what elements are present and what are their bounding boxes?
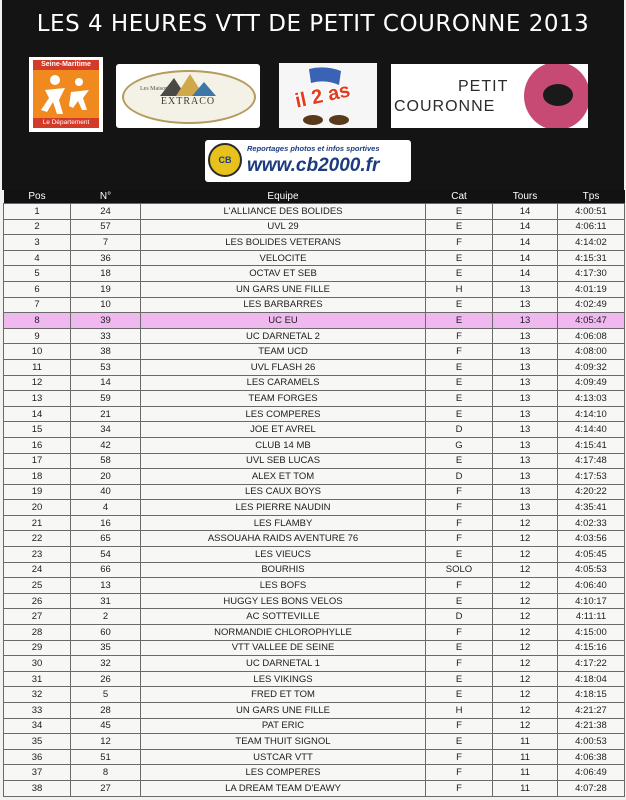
cell-number: 53 xyxy=(71,359,141,375)
cell-pos: 27 xyxy=(4,609,71,625)
table-row xyxy=(4,609,625,625)
cell-category: F xyxy=(426,500,493,516)
cell-team: UC DARNETAL 2 xyxy=(141,328,426,344)
cell-team: LES VIEUCS xyxy=(141,547,426,563)
cell-pos: 18 xyxy=(4,469,71,485)
table-row xyxy=(4,406,625,422)
cell-team: TEAM THUIT SIGNOL xyxy=(141,734,426,750)
cell-pos: 5 xyxy=(4,266,71,282)
cell-pos: 22 xyxy=(4,531,71,547)
cell-time: 4:21:38 xyxy=(558,718,625,734)
cell-team: UC DARNETAL 1 xyxy=(141,656,426,672)
cell-laps: 13 xyxy=(493,391,558,407)
cell-number: 8 xyxy=(71,765,141,781)
cell-number: 35 xyxy=(71,640,141,656)
cell-laps: 13 xyxy=(493,328,558,344)
il2as-logo xyxy=(279,63,377,128)
cell-laps: 13 xyxy=(493,344,558,360)
cell-number: 57 xyxy=(71,219,141,235)
table-row xyxy=(4,578,625,594)
cell-category: E xyxy=(426,547,493,563)
seine-maritime-figures xyxy=(33,70,99,118)
cell-team: CLUB 14 MB xyxy=(141,437,426,453)
cb2000-url: www.cb2000.fr xyxy=(247,155,380,176)
cell-team: UN GARS UNE FILLE xyxy=(141,281,426,297)
cell-time: 4:21:27 xyxy=(558,703,625,719)
cell-time: 4:06:38 xyxy=(558,749,625,765)
cell-category: E xyxy=(426,266,493,282)
cell-time: 4:03:56 xyxy=(558,531,625,547)
results-table xyxy=(3,190,625,797)
header-category: Cat xyxy=(426,190,493,204)
cell-number: 36 xyxy=(71,250,141,266)
table-row xyxy=(4,484,625,500)
cell-number: 4 xyxy=(71,500,141,516)
table-row xyxy=(4,718,625,734)
extraco-logo xyxy=(116,64,260,128)
cell-pos: 20 xyxy=(4,500,71,516)
cell-pos: 38 xyxy=(4,780,71,796)
cell-time: 4:02:33 xyxy=(558,515,625,531)
cell-time: 4:06:49 xyxy=(558,765,625,781)
cell-time: 4:01:19 xyxy=(558,281,625,297)
couronne-label: COURONNE xyxy=(394,98,496,115)
cell-laps: 14 xyxy=(493,250,558,266)
cell-laps: 13 xyxy=(493,406,558,422)
table-row xyxy=(4,625,625,641)
cell-number: 5 xyxy=(71,687,141,703)
cell-time: 4:10:17 xyxy=(558,593,625,609)
cell-team: USTCAR VTT xyxy=(141,749,426,765)
mountain-icon xyxy=(160,74,216,96)
cell-team: LES FLAMBY xyxy=(141,515,426,531)
table-row xyxy=(4,328,625,344)
table-row xyxy=(4,671,625,687)
cell-number: 24 xyxy=(71,204,141,220)
cell-laps: 11 xyxy=(493,765,558,781)
cell-time: 4:15:00 xyxy=(558,625,625,641)
cell-time: 4:05:53 xyxy=(558,562,625,578)
table-row xyxy=(4,219,625,235)
cell-number: 16 xyxy=(71,515,141,531)
cell-pos: 36 xyxy=(4,749,71,765)
cell-category: F xyxy=(426,656,493,672)
cell-number: 10 xyxy=(71,297,141,313)
cell-laps: 12 xyxy=(493,515,558,531)
cell-pos: 32 xyxy=(4,687,71,703)
cell-number: 12 xyxy=(71,734,141,750)
cell-laps: 13 xyxy=(493,437,558,453)
cell-number: 33 xyxy=(71,328,141,344)
cb2000-badge: CB xyxy=(208,143,242,177)
petit-label: PETIT xyxy=(458,78,509,95)
cell-number: 26 xyxy=(71,671,141,687)
cell-pos: 9 xyxy=(4,328,71,344)
cell-team: UN GARS UNE FILLE xyxy=(141,703,426,719)
cell-number: 40 xyxy=(71,484,141,500)
cell-pos: 17 xyxy=(4,453,71,469)
cell-category: H xyxy=(426,703,493,719)
header-pos: Pos xyxy=(4,190,71,204)
table-row xyxy=(4,375,625,391)
cell-team: BOURHIS xyxy=(141,562,426,578)
cell-category: D xyxy=(426,609,493,625)
table-row xyxy=(4,749,625,765)
cell-category: SOLO xyxy=(426,562,493,578)
header-team: Equipe xyxy=(141,190,426,204)
header-number: N° xyxy=(71,190,141,204)
cell-number: 14 xyxy=(71,375,141,391)
table-row xyxy=(4,500,625,516)
table-row xyxy=(4,593,625,609)
cell-laps: 13 xyxy=(493,359,558,375)
cell-laps: 12 xyxy=(493,578,558,594)
cell-laps: 13 xyxy=(493,469,558,485)
cell-time: 4:35:41 xyxy=(558,500,625,516)
cell-team: TEAM UCD xyxy=(141,344,426,360)
cell-time: 4:06:08 xyxy=(558,328,625,344)
cell-laps: 13 xyxy=(493,313,558,329)
cell-category: E xyxy=(426,671,493,687)
table-row xyxy=(4,780,625,796)
cell-time: 4:20:22 xyxy=(558,484,625,500)
cell-time: 4:02:49 xyxy=(558,297,625,313)
cell-pos: 29 xyxy=(4,640,71,656)
table-row xyxy=(4,562,625,578)
cell-category: D xyxy=(426,469,493,485)
extraco-subtitle: Les Maisons xyxy=(140,86,171,92)
cell-number: 13 xyxy=(71,578,141,594)
cell-pos: 8 xyxy=(4,313,71,329)
seine-maritime-label: Seine-Maritime xyxy=(33,60,99,70)
cell-time: 4:15:16 xyxy=(558,640,625,656)
cell-pos: 19 xyxy=(4,484,71,500)
cell-category: F xyxy=(426,718,493,734)
table-row xyxy=(4,547,625,563)
cell-number: 58 xyxy=(71,453,141,469)
cell-pos: 37 xyxy=(4,765,71,781)
table-row xyxy=(4,453,625,469)
cell-time: 4:14:10 xyxy=(558,406,625,422)
cell-laps: 13 xyxy=(493,297,558,313)
page-title: LES 4 HEURES VTT DE PETIT COURONNE 2013 xyxy=(36,11,590,37)
cell-laps: 14 xyxy=(493,266,558,282)
cell-team: LES CARAMELS xyxy=(141,375,426,391)
cell-team: HUGGY LES BONS VELOS xyxy=(141,593,426,609)
header-time: Tps xyxy=(558,190,625,204)
petit-couronne-logo xyxy=(391,64,588,128)
cell-number: 51 xyxy=(71,749,141,765)
cell-number: 2 xyxy=(71,609,141,625)
cell-team: LES VIKINGS xyxy=(141,671,426,687)
cell-team: VELOCITE xyxy=(141,250,426,266)
cell-team: AC SOTTEVILLE xyxy=(141,609,426,625)
cell-time: 4:18:15 xyxy=(558,687,625,703)
cell-pos: 21 xyxy=(4,515,71,531)
cell-laps: 12 xyxy=(493,703,558,719)
cell-time: 4:15:41 xyxy=(558,437,625,453)
cell-number: 32 xyxy=(71,656,141,672)
cell-laps: 12 xyxy=(493,687,558,703)
cell-category: E xyxy=(426,453,493,469)
cell-laps: 13 xyxy=(493,484,558,500)
cell-laps: 12 xyxy=(493,531,558,547)
cell-category: D xyxy=(426,422,493,438)
cell-pos: 25 xyxy=(4,578,71,594)
cell-team: UVL SEB LUCAS xyxy=(141,453,426,469)
table-row xyxy=(4,469,625,485)
cell-pos: 3 xyxy=(4,235,71,251)
cell-pos: 13 xyxy=(4,391,71,407)
cell-category: E xyxy=(426,250,493,266)
table-row xyxy=(4,734,625,750)
cell-pos: 30 xyxy=(4,656,71,672)
results-body xyxy=(4,204,625,797)
petit-couronne-circle xyxy=(524,64,588,128)
cell-number: 65 xyxy=(71,531,141,547)
cell-time: 4:00:51 xyxy=(558,204,625,220)
cell-pos: 4 xyxy=(4,250,71,266)
cell-pos: 34 xyxy=(4,718,71,734)
cell-pos: 1 xyxy=(4,204,71,220)
header-banner xyxy=(2,0,624,190)
cell-laps: 13 xyxy=(493,422,558,438)
cell-number: 7 xyxy=(71,235,141,251)
cell-time: 4:17:53 xyxy=(558,469,625,485)
cell-time: 4:17:48 xyxy=(558,453,625,469)
cell-laps: 13 xyxy=(493,375,558,391)
cell-laps: 11 xyxy=(493,749,558,765)
cell-category: F xyxy=(426,328,493,344)
cell-laps: 12 xyxy=(493,609,558,625)
table-row xyxy=(4,297,625,313)
cell-category: E xyxy=(426,204,493,220)
cell-number: 27 xyxy=(71,780,141,796)
cell-pos: 31 xyxy=(4,671,71,687)
cell-category: F xyxy=(426,780,493,796)
table-row xyxy=(4,391,625,407)
table-row xyxy=(4,344,625,360)
cell-number: 19 xyxy=(71,281,141,297)
cell-laps: 11 xyxy=(493,780,558,796)
cell-number: 18 xyxy=(71,266,141,282)
cell-team: L'ALLIANCE DES BOLIDES xyxy=(141,204,426,220)
cell-team: LES COMPERES xyxy=(141,765,426,781)
cell-laps: 12 xyxy=(493,593,558,609)
cell-category: E xyxy=(426,593,493,609)
cell-time: 4:09:49 xyxy=(558,375,625,391)
cell-laps: 14 xyxy=(493,219,558,235)
table-row xyxy=(4,437,625,453)
cell-time: 4:17:22 xyxy=(558,656,625,672)
table-row xyxy=(4,656,625,672)
cell-laps: 12 xyxy=(493,656,558,672)
cell-laps: 12 xyxy=(493,625,558,641)
cell-category: E xyxy=(426,391,493,407)
cell-category: G xyxy=(426,437,493,453)
table-row xyxy=(4,422,625,438)
cell-category: E xyxy=(426,219,493,235)
cell-pos: 23 xyxy=(4,547,71,563)
cell-time: 4:06:40 xyxy=(558,578,625,594)
cell-time: 4:07:28 xyxy=(558,780,625,796)
cell-pos: 35 xyxy=(4,734,71,750)
cell-number: 38 xyxy=(71,344,141,360)
cell-category: E xyxy=(426,640,493,656)
cell-category: E xyxy=(426,375,493,391)
cell-number: 21 xyxy=(71,406,141,422)
table-row xyxy=(4,266,625,282)
cell-time: 4:14:02 xyxy=(558,235,625,251)
cell-laps: 12 xyxy=(493,562,558,578)
cell-pos: 7 xyxy=(4,297,71,313)
table-row xyxy=(4,687,625,703)
cell-laps: 13 xyxy=(493,281,558,297)
cell-number: 54 xyxy=(71,547,141,563)
header-laps: Tours xyxy=(493,190,558,204)
extraco-name: EXTRACO xyxy=(160,96,216,107)
cell-number: 59 xyxy=(71,391,141,407)
il2as-text: il 2 as xyxy=(293,79,353,113)
cell-laps: 12 xyxy=(493,640,558,656)
cell-category: H xyxy=(426,281,493,297)
cell-category: F xyxy=(426,625,493,641)
cell-number: 31 xyxy=(71,593,141,609)
cell-category: E xyxy=(426,359,493,375)
cell-laps: 14 xyxy=(493,235,558,251)
seine-maritime-logo xyxy=(29,57,103,132)
cell-number: 39 xyxy=(71,313,141,329)
table-row xyxy=(4,204,625,220)
petit-couronne-dot xyxy=(543,84,573,106)
cell-team: NORMANDIE CHLOROPHYLLE xyxy=(141,625,426,641)
table-row xyxy=(4,515,625,531)
cell-team: LA DREAM TEAM D'EAWY xyxy=(141,780,426,796)
cell-category: F xyxy=(426,484,493,500)
cell-laps: 11 xyxy=(493,734,558,750)
cell-category: E xyxy=(426,734,493,750)
table-row xyxy=(4,235,625,251)
cell-category: E xyxy=(426,406,493,422)
table-header-row xyxy=(4,190,625,204)
cell-team: ASSOUAHA RAIDS AVENTURE 76 xyxy=(141,531,426,547)
table-row xyxy=(4,281,625,297)
cell-category: F xyxy=(426,578,493,594)
cb2000-banner xyxy=(205,140,411,182)
cell-time: 4:00:53 xyxy=(558,734,625,750)
cell-pos: 16 xyxy=(4,437,71,453)
cell-number: 28 xyxy=(71,703,141,719)
cell-number: 45 xyxy=(71,718,141,734)
table-row xyxy=(4,703,625,719)
cell-time: 4:18:04 xyxy=(558,671,625,687)
cell-pos: 14 xyxy=(4,406,71,422)
cell-team: UC EU xyxy=(141,313,426,329)
cell-category: F xyxy=(426,749,493,765)
cell-team: LES BOFS xyxy=(141,578,426,594)
cell-laps: 14 xyxy=(493,204,558,220)
cell-category: E xyxy=(426,297,493,313)
cell-team: JOE ET AVREL xyxy=(141,422,426,438)
cell-pos: 26 xyxy=(4,593,71,609)
table-row xyxy=(4,359,625,375)
cell-laps: 12 xyxy=(493,718,558,734)
cell-team: LES CAUX BOYS xyxy=(141,484,426,500)
cell-time: 4:09:32 xyxy=(558,359,625,375)
cell-number: 42 xyxy=(71,437,141,453)
cell-time: 4:08:00 xyxy=(558,344,625,360)
cell-category: F xyxy=(426,235,493,251)
cell-team: FRED ET TOM xyxy=(141,687,426,703)
boots-icon xyxy=(301,111,353,125)
cell-team: OCTAV ET SEB xyxy=(141,266,426,282)
cell-number: 66 xyxy=(71,562,141,578)
cell-pos: 33 xyxy=(4,703,71,719)
table-row xyxy=(4,531,625,547)
cell-pos: 10 xyxy=(4,344,71,360)
table-row xyxy=(4,765,625,781)
cell-laps: 13 xyxy=(493,500,558,516)
cell-team: UVL 29 xyxy=(141,219,426,235)
table-row xyxy=(4,313,625,329)
cell-time: 4:17:30 xyxy=(558,266,625,282)
cell-number: 60 xyxy=(71,625,141,641)
cell-time: 4:05:47 xyxy=(558,313,625,329)
table-row xyxy=(4,640,625,656)
cell-team: LES BOLIDES VETERANS xyxy=(141,235,426,251)
cell-team: LES COMPERES xyxy=(141,406,426,422)
cell-category: E xyxy=(426,313,493,329)
cell-team: VTT VALLEE DE SEINE xyxy=(141,640,426,656)
cell-category: E xyxy=(426,687,493,703)
cell-pos: 6 xyxy=(4,281,71,297)
cell-team: PAT ERIC xyxy=(141,718,426,734)
cell-team: LES BARBARRES xyxy=(141,297,426,313)
cell-time: 4:06:11 xyxy=(558,219,625,235)
cell-team: ALEX ET TOM xyxy=(141,469,426,485)
cell-pos: 15 xyxy=(4,422,71,438)
cell-laps: 12 xyxy=(493,671,558,687)
cell-pos: 11 xyxy=(4,359,71,375)
cell-category: F xyxy=(426,531,493,547)
cell-laps: 13 xyxy=(493,453,558,469)
departement-label: Le Département xyxy=(33,118,99,128)
table-row xyxy=(4,250,625,266)
cell-time: 4:11:11 xyxy=(558,609,625,625)
cell-category: F xyxy=(426,515,493,531)
cell-number: 34 xyxy=(71,422,141,438)
cell-time: 4:14:40 xyxy=(558,422,625,438)
cell-pos: 2 xyxy=(4,219,71,235)
cell-number: 20 xyxy=(71,469,141,485)
cell-team: UVL FLASH 26 xyxy=(141,359,426,375)
cell-category: F xyxy=(426,344,493,360)
cell-pos: 12 xyxy=(4,375,71,391)
cell-category: F xyxy=(426,765,493,781)
cell-team: LES PIERRE NAUDIN xyxy=(141,500,426,516)
cell-team: TEAM FORGES xyxy=(141,391,426,407)
cell-laps: 12 xyxy=(493,547,558,563)
cell-pos: 24 xyxy=(4,562,71,578)
cell-time: 4:13:03 xyxy=(558,391,625,407)
cell-time: 4:05:45 xyxy=(558,547,625,563)
cell-time: 4:15:31 xyxy=(558,250,625,266)
cell-pos: 28 xyxy=(4,625,71,641)
cb2000-tagline: Reportages photos et infos sportives xyxy=(247,144,380,153)
